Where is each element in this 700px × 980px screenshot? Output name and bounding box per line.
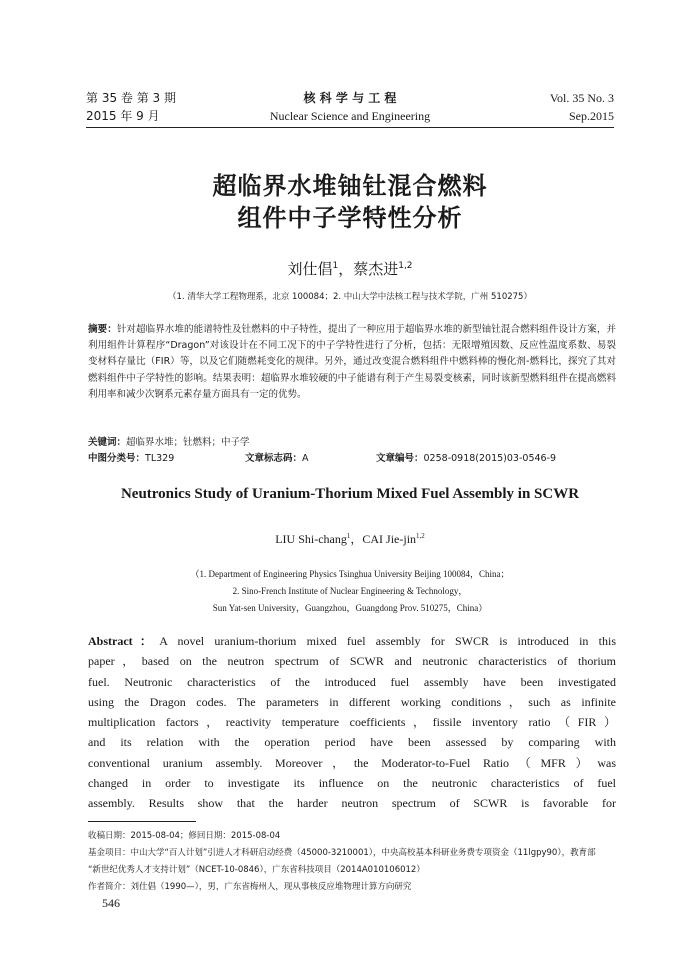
journal-header bbox=[86, 89, 614, 125]
header-journal-cn: 核 科 学 与 工 程 bbox=[303, 91, 397, 105]
footnote-funding: 基金项目：中山大学“百人计划”引进人才科研启动经费（45000-3210001），中央高校基本科研业务费专项资金（11lgpy90），教育部 bbox=[88, 848, 596, 858]
footnote-received: 收稿日期：2015-08-04；修回日期：2015-08-04 bbox=[88, 831, 281, 841]
cn-doc-code bbox=[245, 450, 309, 464]
footnotes bbox=[88, 828, 628, 896]
header-center bbox=[86, 89, 614, 125]
en-abstract-line-0 bbox=[88, 631, 616, 651]
header-rule bbox=[86, 127, 614, 128]
cn-class-number bbox=[88, 450, 174, 464]
cn-author-1-sup: 1 bbox=[332, 261, 339, 271]
cn-class-label: 中图分类号： bbox=[88, 453, 146, 464]
en-abstract-line-0-text: A novel uranium-thorium mixed fuel assembly for SWCR is introduced in this bbox=[159, 634, 616, 648]
cn-affiliation: （1. 清华大学工程物理系，北京 100084；2. 中山大学中法核工程与技术学院，广州 510275） bbox=[168, 292, 532, 302]
en-abstract-line-1: paper，based on the neutron spectrum of SCWR and neutronic characteristics of thorium bbox=[88, 654, 616, 669]
cn-author-2-sup: 1,2 bbox=[398, 261, 413, 271]
en-authors bbox=[0, 530, 700, 547]
footnote-funding-cont: “新世纪优秀人才支持计划”（NCET-10-0846），广东省科技项目（2014A010106012） bbox=[88, 865, 425, 875]
en-affiliation bbox=[0, 566, 700, 617]
cn-classification-row bbox=[88, 450, 616, 464]
cn-abstract-label: 摘要： bbox=[88, 324, 117, 335]
en-abstract-line-4: multiplication factors，reactivity temperature coefficients，fissile inventory ratio（FIR） bbox=[88, 715, 616, 730]
cn-title-line1: 超临界水堆铀钍混合燃料 bbox=[212, 172, 488, 200]
en-author-2: CAI Jie-jin bbox=[362, 532, 417, 546]
cn-author-1: 刘仕倡 bbox=[287, 260, 333, 278]
cn-author-sep: ， bbox=[338, 260, 354, 278]
cn-article-label: 文章编号： bbox=[376, 453, 424, 464]
cn-keywords-text: 超临界水堆；钍燃料；中子学 bbox=[126, 437, 250, 448]
en-abstract-line-6: conventional uranium assembly. Moreover，the Moderator-to-Fuel Ratio（MFR）was bbox=[88, 755, 616, 770]
header-volume-issue: 第 35 卷 第 3 期 bbox=[86, 91, 176, 105]
en-title: Neutronics Study of Uranium-Thorium Mixed Fuel Assembly in SCWR bbox=[120, 486, 580, 502]
en-abstract bbox=[88, 631, 616, 814]
en-abstract-line-2: fuel. Neutronic characteristics of the introduced fuel assembly have been investigated bbox=[88, 674, 616, 689]
footnote-author-bio: 作者简介：刘仕倡（1990—），男，广东省梅州人，现从事核反应堆物理计算方向研究 bbox=[88, 882, 412, 892]
en-abstract-line-3: using the Dragon codes. The parameters in different working conditions，such as infinite bbox=[88, 694, 616, 709]
footnote-rule bbox=[88, 821, 196, 822]
en-abstract-label: Abstract： bbox=[88, 634, 160, 648]
cn-article-value: 0258-0918(2015)03-0546-9 bbox=[423, 453, 557, 464]
cn-title-line2: 组件中子学特性分析 bbox=[237, 204, 463, 232]
en-author-2-sup: 1,2 bbox=[416, 532, 425, 540]
en-abstract-line-5: and its relation with the operation period have been assessed by comparing with bbox=[88, 735, 616, 750]
cn-doc-value: A bbox=[302, 453, 309, 464]
en-author-sep: ， bbox=[350, 532, 363, 546]
header-journal-en: Nuclear Science and Engineering bbox=[269, 109, 431, 123]
en-author-1: LIU Shi-chang bbox=[275, 532, 347, 546]
cn-article-number bbox=[376, 450, 556, 464]
en-affil-line3: Sun Yat-sen University，Guangzhou，Guangdong Prov. 510275，China） bbox=[212, 603, 488, 613]
en-affil-line2: 2. Sino-French Institute of Nuclear Engineering & Technology， bbox=[232, 586, 468, 596]
en-author-1-sup: 1 bbox=[346, 532, 351, 540]
cn-keywords-label: 关键词： bbox=[88, 437, 127, 448]
cn-doc-label: 文章标志码： bbox=[245, 453, 303, 464]
header-right bbox=[550, 89, 614, 125]
cn-class-value: TL329 bbox=[145, 453, 175, 464]
cn-abstract bbox=[88, 322, 616, 403]
cn-title bbox=[0, 170, 700, 234]
cn-author-2: 蔡杰进 bbox=[353, 260, 399, 278]
en-abstract-line-7: changed in order to investigate its influence on the neutronic characteristics of fuel bbox=[88, 776, 616, 791]
en-affil-line1: （1. Department of Engineering Physics Tsinghua University Beijing 100084，China； bbox=[190, 569, 510, 579]
cn-abstract-text: 针对超临界水堆的能谱特性及钍燃料的中子特性，提出了一种应用于超临界水堆的新型铀钍混合燃料组件设计方案，并利用组件计算程序“Dragon”对该设计在不同工况下的中子学特性进行了分析，包括：无限增殖因数、反应性温度系数、易裂变材料存量比（FIR）等，以及它们随燃耗变化的规律。另外，通过改变混合燃料组件中燃料棒的慢化剂-燃料比，探究了其对燃料组件中子学特性的影响。结果表明：超临界水堆较硬的中子能谱有利于产生易裂变核素，同时该新型燃料组件在提高燃料利用率和减少次锕系元素存量方面具有一定的优势。 bbox=[88, 324, 616, 400]
en-abstract-line-8: assembly. Results show that the harder neutron spectrum of SCWR is favorable for bbox=[88, 796, 616, 811]
page-number: 546 bbox=[102, 896, 120, 910]
cn-authors bbox=[0, 258, 700, 279]
header-vol-no: Vol. 35 No. 3 bbox=[549, 91, 614, 105]
header-date-cn: 2015 年 9 月 bbox=[86, 109, 160, 123]
cn-keywords bbox=[88, 434, 250, 448]
header-date-en: Sep.2015 bbox=[569, 109, 614, 123]
